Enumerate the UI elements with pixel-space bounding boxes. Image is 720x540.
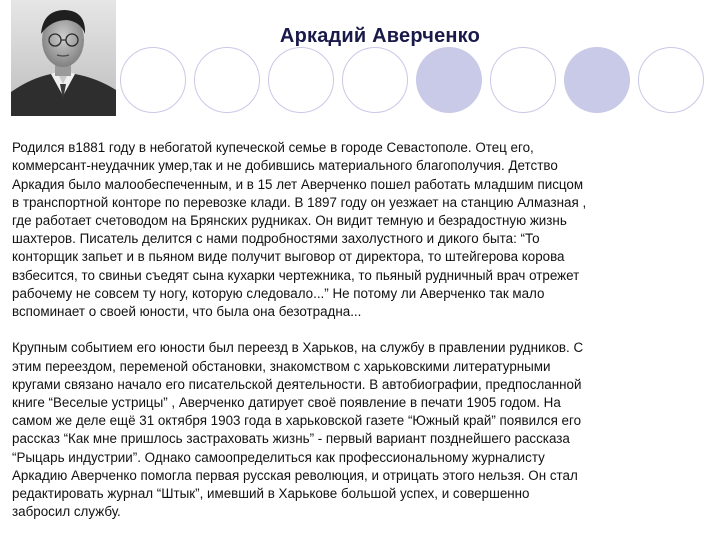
circle-decoration (490, 47, 556, 113)
paragraph: Родился в1881 году в небогатой купеческой семье в городе Севастополе. Отец его, коммерсант-неудачник умер,так и не добившись материального благополучия. Детство Аркадия было малообеспеченным, и в 15 лет Аверченко пошел работать младшим писцом в транспортной конторе по перевозке клади. В 1897 году он уезжает на станцию Алмазная , где работает счетоводом на Брянских рудниках. Он видит темную и безрадостную жизнь шахтеров. Писатель делится с нами подробностями захолустного и дикого быта: “То конторщик запьет и в пьяном виде получит выговор от директора, то штейгерова корова взбесится, то свиньи съедят сына кухарки чертежника, то пьяный рудничный врач отрежет рабочему не совсем ту ногу, которую следовало...” Не потому ли Аверченко так мало вспоминает о своей юности, что была она безотрадна... (12, 140, 587, 320)
circle-decoration (268, 47, 334, 113)
circle-decoration (120, 47, 186, 113)
decorative-circles (120, 47, 720, 117)
circle-decoration (194, 47, 260, 113)
slide-title: Аркадий Аверченко (279, 25, 481, 47)
circle-decoration (638, 47, 704, 113)
biography-text (12, 121, 712, 540)
circle-decoration (416, 47, 482, 113)
portrait-image (11, 0, 116, 116)
portrait-photo (11, 0, 116, 116)
paragraph: Крупным событием его юности был переезд в Харьков, на службу в правлении рудников. С этим переездом, переменой обстановки, знакомством с харьковскими литературными кругами связано начало его писательской деятельности. В автобиографии, предпосланной книге “Веселые устрицы” , Аверченко датирует своё появление в печати 1905 годом. На самом же деле ещё 31 октября 1903 года в харьковской газете “Южный край” появился его рассказ “Как мне пришлось застраховать жизнь” - первый вариант позднейшего рассказа “Рыцарь индустрии”. Однако самоопределиться как профессиональному журналисту Аркадию Аверченко помогла первая русская революция, и отрицать этого нельзя. Он стал редактировать журнал “Штык”, имевший в Харькове большой успех, и совершенно забросил службу. (12, 340, 584, 520)
circle-decoration (564, 47, 630, 113)
circle-decoration (342, 47, 408, 113)
